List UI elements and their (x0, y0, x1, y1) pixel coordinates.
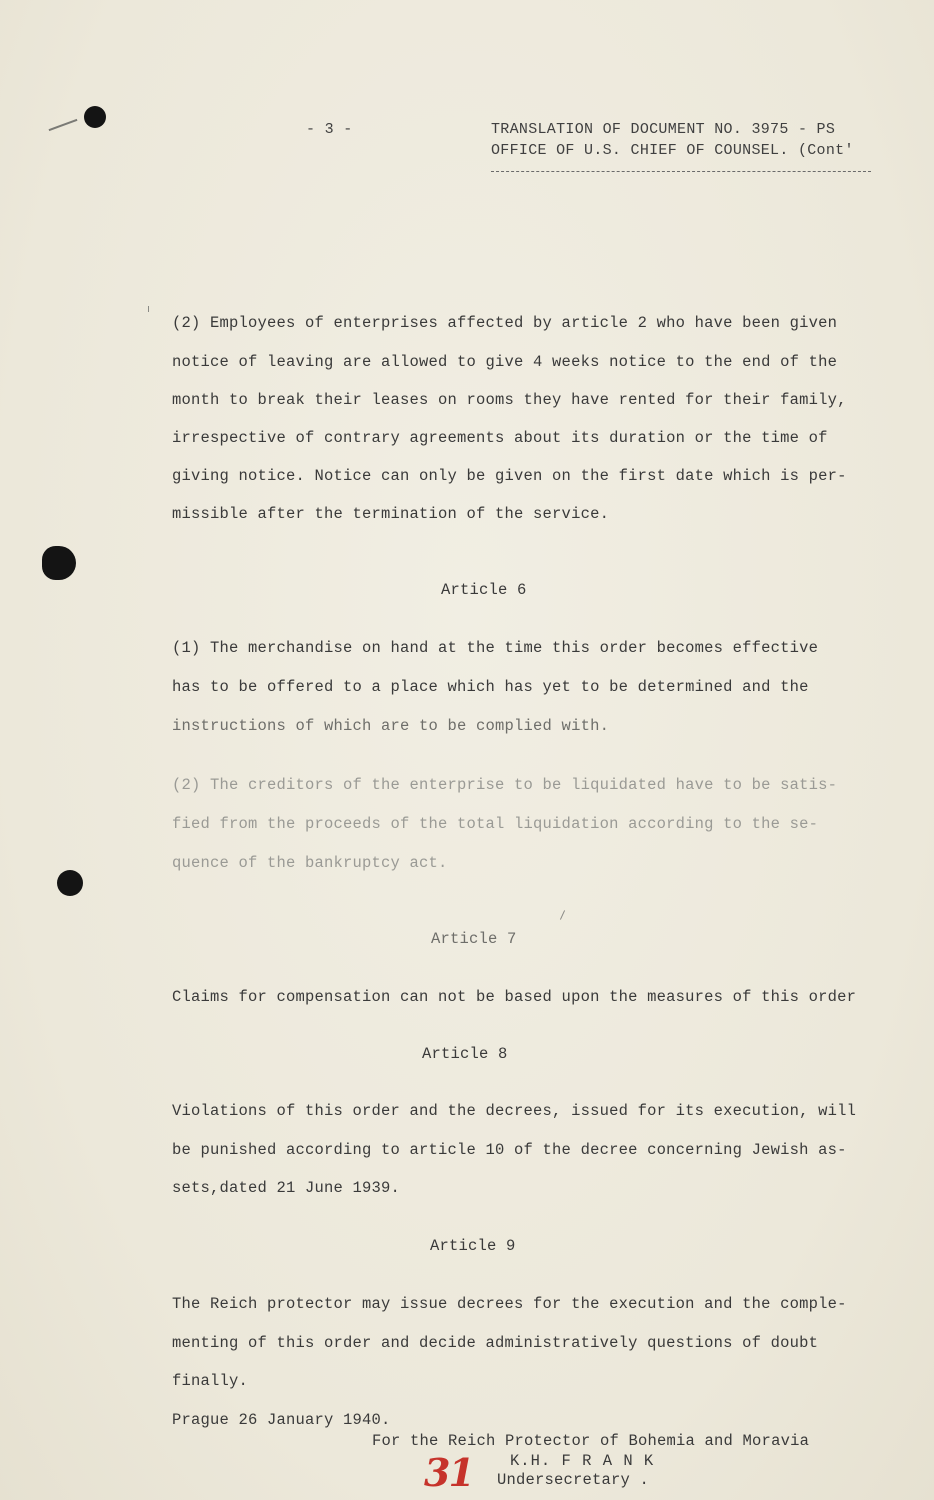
article6-line: (2) The creditors of the enterprise to be liquidated have to be satis- (172, 776, 838, 794)
punch-hole-middle (42, 546, 76, 580)
article9-line: menting of this order and decide administratively questions of doubt (172, 1334, 819, 1352)
article-7-heading: Article 7 (431, 930, 517, 948)
stray-mark (148, 306, 149, 312)
article6-line: instructions of which are to be complied with. (172, 717, 610, 735)
article8-line: Violations of this order and the decrees, issued for its execution, will (172, 1102, 857, 1120)
para2-line: (2) Employees of enterprises affected by article 2 who have been given (172, 314, 838, 332)
article9-line: finally. (172, 1372, 249, 1390)
article-8-heading: Article 8 (422, 1045, 508, 1063)
article8-line: be punished according to article 10 of the decree concerning Jewish as- (172, 1141, 847, 1159)
header-rule (491, 171, 871, 172)
article8-line: sets,dated 21 June 1939. (172, 1179, 401, 1197)
article6-line: quence of the bankruptcy act. (172, 854, 448, 872)
place-date: Prague 26 January 1940. (172, 1411, 391, 1429)
article6-line: (1) The merchandise on hand at the time this order becomes effective (172, 639, 819, 657)
para2-line: irrespective of contrary agreements about its duration or the time of (172, 429, 828, 447)
page-number: - 3 - (306, 121, 353, 138)
signatory-title: Undersecretary . (497, 1471, 650, 1489)
signature-for-line: For the Reich Protector of Bohemia and Moravia (372, 1432, 810, 1450)
article-9-heading: Article 9 (430, 1237, 516, 1255)
punch-hole-bottom (57, 870, 83, 896)
para2-line: missible after the termination of the service. (172, 505, 610, 523)
punch-hole-top (84, 106, 106, 128)
handwritten-page-number: 31 (424, 1450, 473, 1495)
document-title: TRANSLATION OF DOCUMENT NO. 3975 - PS (491, 121, 836, 138)
stray-mark (560, 910, 565, 919)
para2-line: notice of leaving are allowed to give 4 weeks notice to the end of the (172, 353, 838, 371)
para2-line: giving notice. Notice can only be given on the first date which is per- (172, 467, 847, 485)
article-6-heading: Article 6 (441, 581, 527, 599)
document-office: OFFICE OF U.S. CHIEF OF COUNSEL. (Cont' (491, 142, 854, 159)
signatory-name: K.H. F R A N K (510, 1452, 655, 1470)
pencil-mark (49, 119, 78, 131)
article9-line: The Reich protector may issue decrees for the execution and the comple- (172, 1295, 847, 1313)
article6-line: has to be offered to a place which has yet to be determined and the (172, 678, 809, 696)
article6-line: fied from the proceeds of the total liquidation according to the se- (172, 815, 819, 833)
para2-line: month to break their leases on rooms they have rented for their family, (172, 391, 847, 409)
article7-line: Claims for compensation can not be based upon the measures of this order (172, 988, 857, 1006)
